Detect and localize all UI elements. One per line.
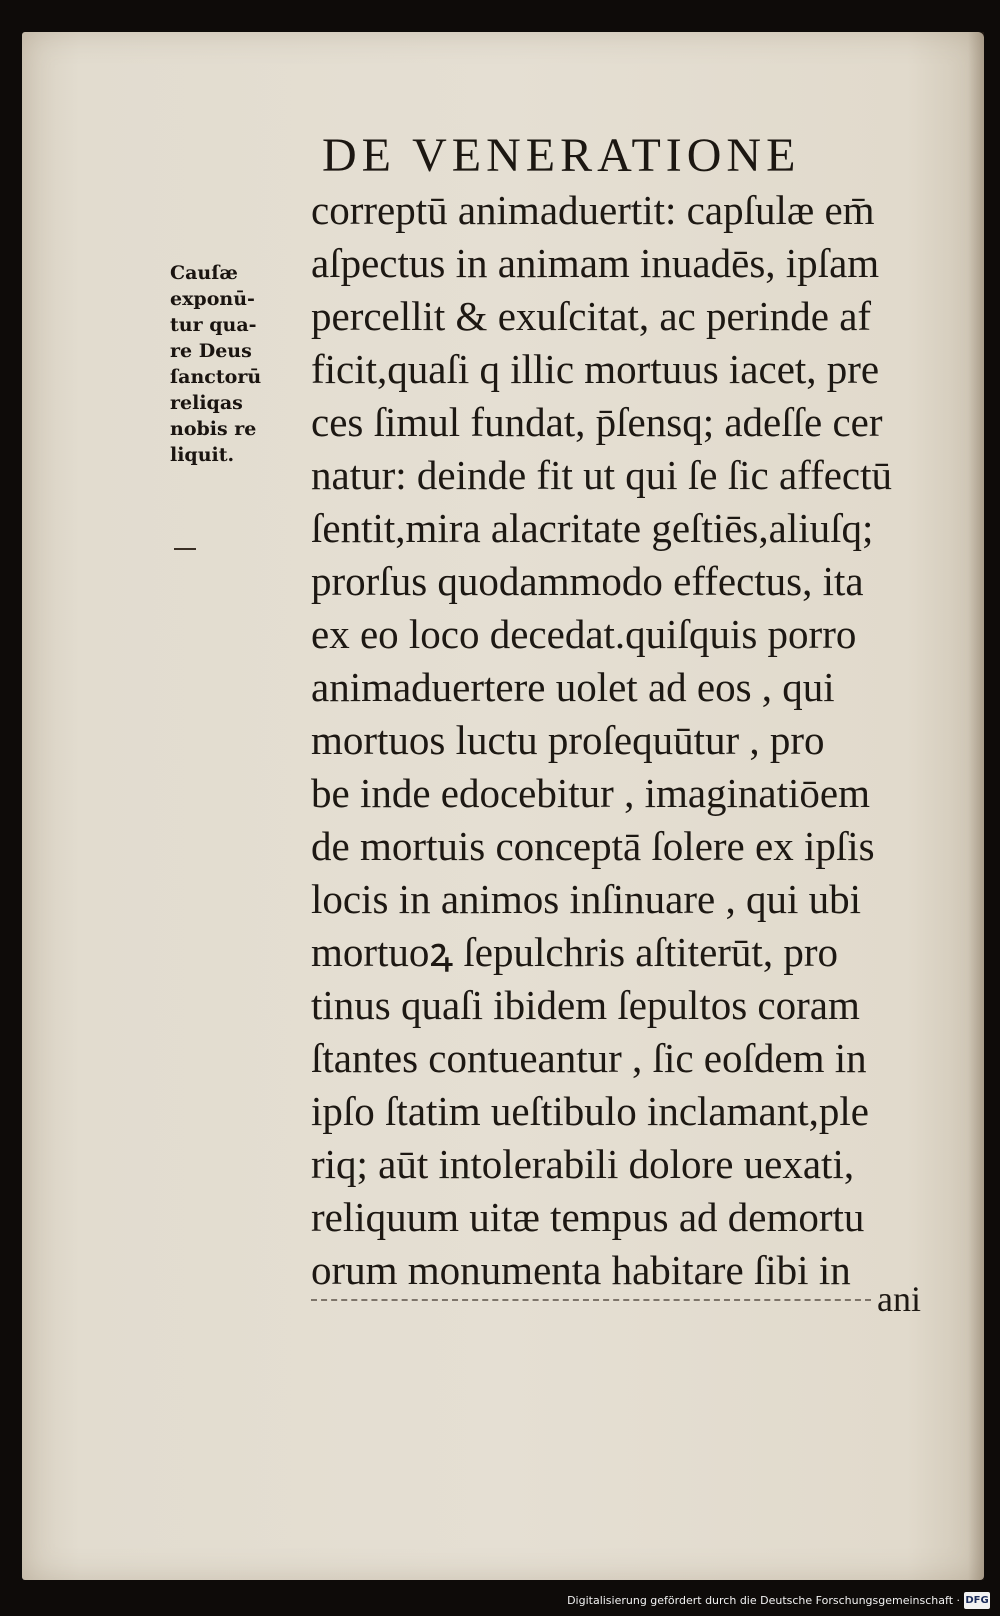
text-line: animaduertere uolet ad eos , qui (311, 664, 835, 710)
text-line: aſpectus in animam inuadēs, ipſam (311, 240, 880, 286)
catchword: ani (877, 1279, 921, 1319)
marginal-note-line: ſanctorū (170, 366, 262, 388)
text-line: prorſus quodammodo effectus, ita (311, 558, 864, 604)
marginal-note-line: exponū- (170, 288, 255, 310)
marginal-note-line: nobis re (170, 418, 257, 440)
marginal-note-line: reliqas (170, 392, 243, 414)
text-line: tinus quaſi ibidem ſepultos coram (311, 982, 860, 1028)
text-line-last: orum monumenta habitare ſibi in (311, 1244, 871, 1301)
text-line: mortuos luctu proſequūtur , pro (311, 717, 825, 763)
text-line: ſtantes contueantur , ſic eoſdem in (311, 1035, 867, 1081)
text-line: correptū animaduertit: capſulæ em̄ (311, 187, 875, 233)
body-text (311, 184, 983, 1301)
marginal-note-line: re Deus (170, 340, 252, 362)
text-line: reliquum uitæ tempus ad demortu (311, 1194, 865, 1240)
text-line: percellit & exuſcitat, ac perinde af (311, 293, 872, 339)
text-line: mortuoꝝ ſepulchris aſtiterūt, pro (311, 929, 838, 975)
marginal-note-line: Cauſæ (170, 262, 238, 284)
footer-bar (0, 1588, 1000, 1616)
text-line: ſentit,mira alacritate geſtiēs,aliuſq; (311, 505, 874, 551)
text-line: ex eo loco decedat.quiſquis porro (311, 611, 857, 657)
book-page (22, 32, 984, 1580)
marginal-note (170, 260, 300, 468)
running-head: DE VENERATIONE (322, 129, 801, 182)
text-line: be inde edocebitur , imaginatiōem (311, 770, 871, 816)
text-line: de mortuis conceptā ſolere ex ipſis (311, 823, 875, 869)
text-line: natur: deinde fit ut qui ſe ſic affectū (311, 452, 893, 498)
dfg-logo: DFG (964, 1592, 990, 1609)
marginal-tick (174, 548, 196, 550)
footer-credit: Digitalisierung gefördert durch die Deutsche Forschungsgemeinschaft · (567, 1594, 960, 1607)
marginal-note-line: tur qua- (170, 314, 257, 336)
text-line: ipſo ſtatim ueſtibulo inclamant,ple (311, 1088, 869, 1134)
text-line: riq; aūt intolerabili dolore uexati, (311, 1141, 855, 1187)
text-line: ficit,quaſi q illic mortuus iacet, pre (311, 346, 880, 392)
text-line: locis in animos inſinuare , qui ubi (311, 876, 862, 922)
text-line: ces ſimul fundat, p̄ſensq; adeſſe cer (311, 399, 883, 445)
marginal-note-line: liquit. (170, 444, 235, 466)
